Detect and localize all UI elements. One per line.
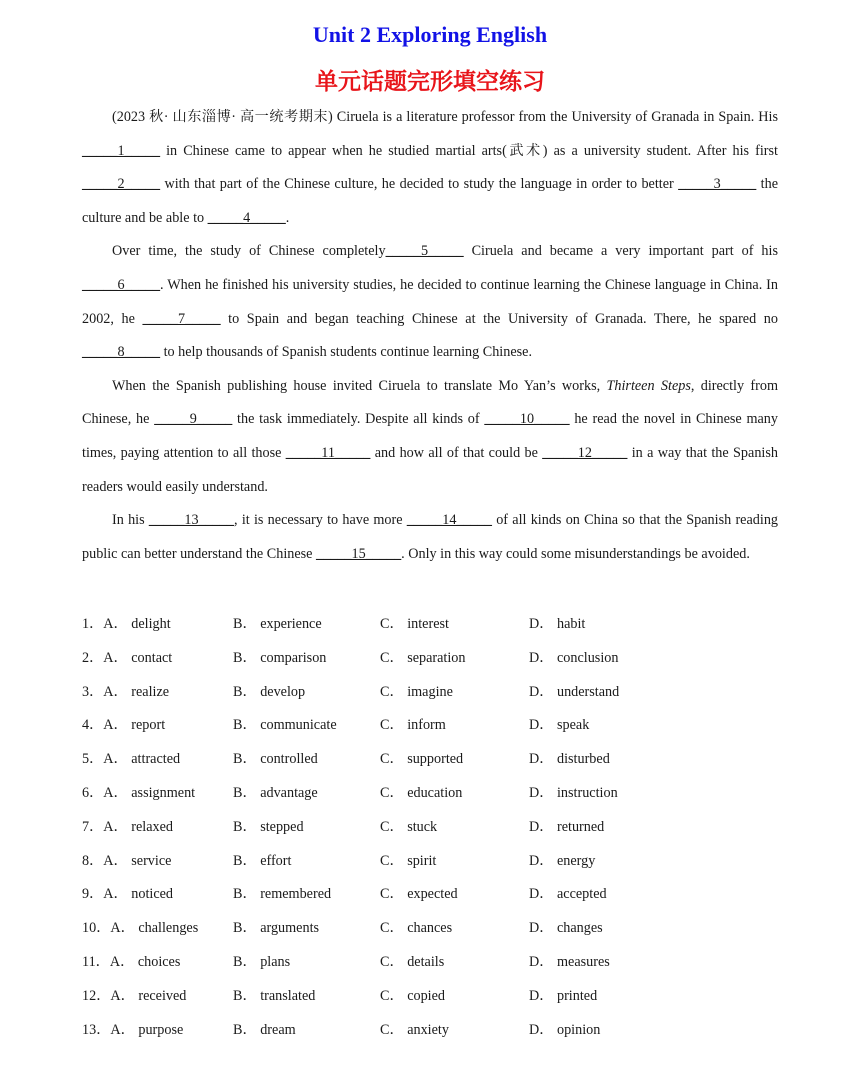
passage-text: with that part of the Chinese culture, he decided to study the language in order to better <box>160 176 679 193</box>
passage-text: and how all of that could be <box>370 444 543 461</box>
question-number-option-a: 3．A． realize <box>82 683 170 700</box>
option-d: D． opinion <box>529 1021 601 1038</box>
page-subtitle: 单元话题完形填空练习 <box>315 69 545 95</box>
option-d: D． energy <box>529 852 596 869</box>
question-number-option-a: 6．A． assignment <box>82 784 196 801</box>
passage-text: to Spain and began teaching Chinese at the University of Granada. There, he spared no <box>220 310 778 327</box>
passage-paragraph-4 <box>82 504 778 571</box>
passage-text: the culture and be able to <box>82 176 778 226</box>
option-c: C． spirit <box>380 852 437 869</box>
option-c: C． stuck <box>380 818 438 835</box>
option-row <box>82 878 778 912</box>
option-c: C． chances <box>380 920 453 937</box>
page-title: Unit 2 Exploring English <box>312 22 548 47</box>
passage-paragraph-1 <box>82 101 778 235</box>
option-row <box>82 777 778 811</box>
question-number-option-a: 4．A． report <box>82 717 166 734</box>
question-number-option-a: 1．A． delight <box>82 616 171 632</box>
option-b: B． develop <box>233 683 306 700</box>
blank-8: _____8_____ <box>82 344 161 361</box>
option-b: B． effort <box>233 852 292 869</box>
passage-text: Over time, the study of Chinese completely <box>112 243 386 260</box>
question-number-option-a: 11．A． choices <box>82 953 181 970</box>
blank-5: _____5_____ <box>385 243 464 260</box>
option-row <box>82 608 778 642</box>
option-b: B． communicate <box>233 717 337 734</box>
blank-10: _____10_____ <box>484 411 570 428</box>
option-c: C． supported <box>380 751 464 768</box>
option-b: B． stepped <box>233 818 304 835</box>
blank-6: _____6_____ <box>82 276 161 293</box>
blank-3: _____3_____ <box>678 176 757 193</box>
option-d: D． printed <box>529 987 598 1004</box>
blank-9: _____9_____ <box>154 411 233 428</box>
passage-text: . Only in this way could some misunderstandings be avoided. <box>401 545 750 562</box>
blank-13: _____13_____ <box>148 512 235 529</box>
passage-text: he read the novel in Chinese many times, paying attention to all those <box>82 411 778 461</box>
question-number-option-a: 13．A． purpose <box>82 1021 184 1038</box>
option-c: C． imagine <box>380 683 453 700</box>
option-d: D． conclusion <box>529 649 619 666</box>
option-d: D． disturbed <box>529 751 610 768</box>
passage-text: When the Spanish publishing house invited Ciruela to translate Mo Yan’s works, <box>112 377 607 394</box>
option-b: B． plans <box>233 953 291 970</box>
option-row <box>82 1014 778 1048</box>
option-b: B． experience <box>233 616 322 632</box>
question-number-option-a: 10．A． challenges <box>82 920 199 937</box>
passage-text: , it is necessary to have more <box>234 512 407 529</box>
option-row <box>82 845 778 879</box>
cloze-passage <box>82 101 778 571</box>
option-row <box>82 743 778 777</box>
passage-paragraph-3 <box>82 370 778 504</box>
passage-text: . When he finished his university studies, he decided to continue learning the Chinese language in China. In 2002, he <box>82 276 778 327</box>
option-d: D． returned <box>529 818 605 835</box>
passage-text: in Chinese came to appear when he studied martial arts(武术) as a university student. After his first <box>160 142 778 159</box>
option-c: C． separation <box>380 649 466 666</box>
blank-12: _____12_____ <box>542 444 628 461</box>
option-c: C． interest <box>380 616 449 632</box>
blank-14: _____14_____ <box>406 512 492 529</box>
passage-text: (2023 秋· 山东淄博· 高一统考期末) Ciruela is a literature professor from the University of Granada in Spain. His <box>112 109 778 125</box>
passage-text: Ciruela and became a very important part of his <box>463 243 778 260</box>
blank-7: _____7_____ <box>142 310 221 327</box>
option-d: D． measures <box>529 953 610 970</box>
blank-15: _____15_____ <box>316 545 402 562</box>
question-number-option-a: 8．A． service <box>82 852 172 869</box>
option-d: D． speak <box>529 717 590 734</box>
book-title: Thirteen Steps <box>606 377 691 394</box>
option-b: B． remembered <box>233 886 332 903</box>
option-row <box>82 980 778 1014</box>
option-row <box>82 676 778 710</box>
option-d: D． understand <box>529 683 620 700</box>
answer-options-list <box>82 608 778 1047</box>
option-row <box>82 709 778 743</box>
option-d: D． habit <box>529 616 586 632</box>
option-row <box>82 946 778 980</box>
option-b: B． controlled <box>233 751 318 768</box>
blank-1: _____1_____ <box>82 142 161 159</box>
passage-text: , directly from Chinese, he <box>82 377 778 428</box>
passage-text: of all kinds on China so that the Spanish reading public can better understand the Chinese <box>82 512 779 562</box>
option-d: D． changes <box>529 920 603 937</box>
option-b: B． comparison <box>233 649 327 666</box>
passage-text: to help thousands of Spanish students continue learning Chinese. <box>160 344 533 361</box>
option-d: D． instruction <box>529 784 618 801</box>
blank-11: _____11_____ <box>285 444 371 461</box>
option-c: C． copied <box>380 987 446 1004</box>
option-row <box>82 912 778 946</box>
question-number-option-a: 7．A． relaxed <box>82 818 174 835</box>
option-row <box>82 642 778 676</box>
option-b: B． translated <box>233 987 316 1004</box>
blank-2: _____2_____ <box>82 176 161 193</box>
question-number-option-a: 9．A． noticed <box>82 886 174 903</box>
passage-paragraph-2 <box>82 235 778 369</box>
passage-text: . <box>285 209 290 226</box>
option-c: C． education <box>380 784 463 801</box>
question-number-option-a: 5．A． attracted <box>82 751 181 768</box>
option-b: B． advantage <box>233 784 318 801</box>
option-d: D． accepted <box>529 886 607 903</box>
question-number-option-a: 2．A． contact <box>82 649 173 666</box>
passage-text: In his <box>112 512 149 529</box>
option-c: C． details <box>380 953 445 970</box>
option-c: C． expected <box>380 886 458 903</box>
option-c: C． anxiety <box>380 1021 449 1038</box>
option-b: B． dream <box>233 1021 296 1038</box>
option-b: B． arguments <box>233 920 320 937</box>
question-number-option-a: 12．A． received <box>82 987 187 1004</box>
passage-text: in a way that the Spanish readers would easily understand. <box>82 444 778 495</box>
option-c: C． inform <box>380 717 446 734</box>
passage-text: the task immediately. Despite all kinds of <box>232 411 485 428</box>
option-row <box>82 811 778 845</box>
blank-4: _____4_____ <box>207 209 286 226</box>
